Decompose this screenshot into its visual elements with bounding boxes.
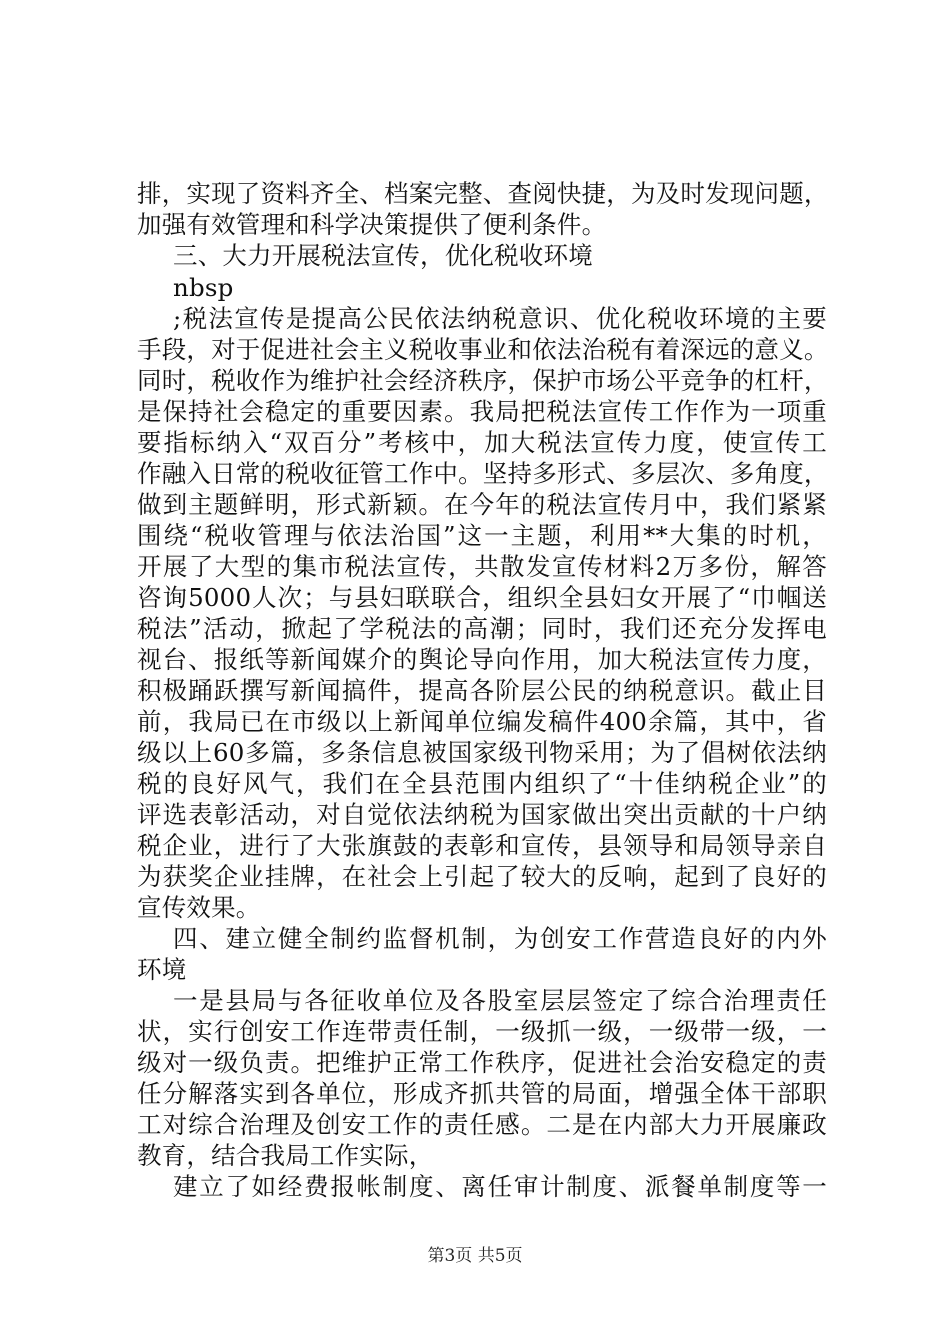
text-line: 前，我局已在市级以上新闻单位编发稿件400余篇，其中，省 [137,707,827,736]
text-line: 视台、报纸等新闻媒介的舆论导向作用，加大税法宣传力度， [137,645,827,674]
text-line: 开展了大型的集市税法宣传，共散发宣传材料2万多份，解答 [137,552,827,581]
section-heading: 三、大力开展税法宣传，优化税收环境 [173,241,593,270]
section-heading: 四、建立健全制约监督机制，为创安工作营造良好的内外 [173,924,827,953]
text-line: 是保持社会稳定的重要因素。我局把税法宣传工作作为一项重 [137,397,827,426]
text-line: 手段，对于促进社会主义税收事业和依法治税有着深远的意义。 [137,335,829,364]
section-heading-continued: 环境 [137,955,187,984]
text-line: 围绕“税收管理与依法治国”这一主题，利用**大集的时机， [137,521,827,550]
text-line: 做到主题鲜明，形式新颖。在今年的税法宣传月中，我们紧紧 [137,490,827,519]
text-line: 咨询5000人次；与县妇联联合，组织全县妇女开展了“巾帼送 [137,583,827,612]
text-line: 状，实行创安工作连带责任制，一级抓一级，一级带一级，一 [137,1017,827,1046]
text-line: 积极踊跃撰写新闻搞件，提高各阶层公民的纳税意识。截止目 [137,676,827,705]
text-line: 级对一级负责。把维护正常工作秩序，促进社会治安稳定的责 [137,1048,827,1077]
text-line: 税企业，进行了大张旗鼓的表彰和宣传，县领导和局领导亲自 [137,831,827,860]
text-line: 排，实现了资料齐全、档案完整、查阅快捷，为及时发现问题， [137,179,829,208]
text-line: 要指标纳入“双百分”考核中，加大税法宣传力度，使宣传工 [137,428,827,457]
text-line: 同时，税收作为维护社会经济秩序，保护市场公平竞争的杠杆， [137,366,829,395]
text-line: 建立了如经费报帐制度、离任审计制度、派餐单制度等一 [173,1172,827,1201]
text-line: 宣传效果。 [137,893,261,922]
text-line: 作融入日常的税收征管工作中。坚持多形式、多层次、多角度， [137,459,829,488]
text-line: 任分解落实到各单位，形成齐抓共管的局面，增强全体干部职 [137,1079,827,1108]
text-line: nbsp [173,273,234,302]
text-line: 税法”活动，掀起了学税法的高潮；同时，我们还充分发挥电 [137,614,827,643]
text-line: 工对综合治理及创安工作的责任感。二是在内部大力开展廉政 [137,1110,827,1139]
text-line: 税的良好风气，我们在全县范围内组织了“十佳纳税企业”的 [137,769,827,798]
text-line: 级以上60多篇，多条信息被国家级刊物采用；为了倡树依法纳 [137,738,827,767]
text-line: ;税法宣传是提高公民依法纳税意识、优化税收环境的主要 [173,304,827,333]
text-line: 教育，结合我局工作实际， [137,1141,434,1170]
text-line: 评选表彰活动，对自觉依法纳税为国家做出突出贡献的十户纳 [137,800,827,829]
text-line: 为获奖企业挂牌，在社会上引起了较大的反响，起到了良好的 [137,862,827,891]
text-line: 一是县局与各征收单位及各股室层层签定了综合治理责任 [173,986,827,1015]
text-line: 加强有效管理和科学决策提供了便利条件。 [137,210,607,239]
page-footer: 第3页 共5页 [427,1246,523,1266]
